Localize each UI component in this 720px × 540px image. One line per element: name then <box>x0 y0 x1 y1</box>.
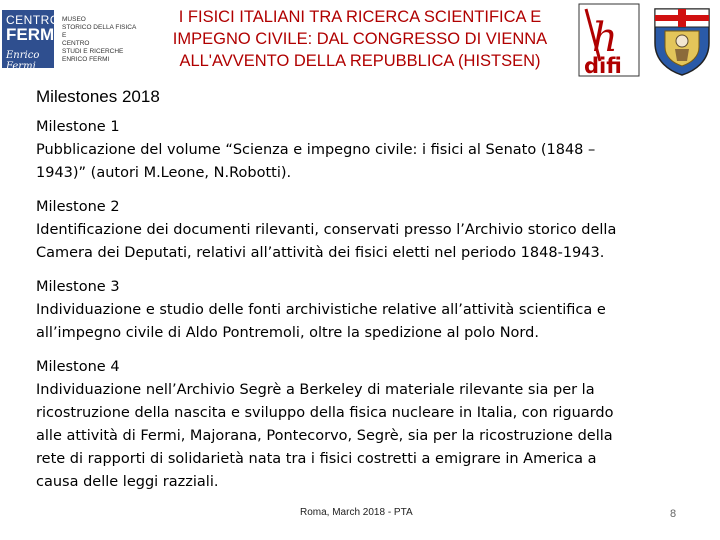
logo-line-centro: CENTRO <box>6 13 60 27</box>
difi-logo <box>578 3 640 77</box>
logo-small-line: ENRICO FERMI <box>62 56 110 63</box>
footer-text: Roma, March 2018 - PTA <box>300 507 413 518</box>
crest-logo <box>651 3 713 77</box>
title-line: IMPEGNO CIVILE: DAL CONGRESSO DI VIENNA <box>172 30 548 48</box>
milestone-text-line: rete di rapporti di solidarietà nata tra i fisici costretti a emigrare in America a <box>36 451 597 467</box>
title-line: ALL'AVVENTO DELLA REPUBBLICA (HISTSEN) <box>179 52 541 70</box>
milestone-title: Milestone 4 <box>36 359 120 375</box>
milestone-text-line: alle attività di Fermi, Majorana, Pontecorvo, Segrè, sia per la ricostruzione della <box>36 428 613 444</box>
milestone-title: Milestone 1 <box>36 119 120 135</box>
milestone-text-line: Identificazione dei documenti rilevanti, conservati presso l’Archivio storico della <box>36 222 617 238</box>
logo-small-line: STUDI E RICERCHE <box>62 48 124 55</box>
centro-fermi-logo <box>0 4 140 72</box>
milestone-4 <box>36 356 696 494</box>
milestone-title: Milestone 3 <box>36 279 120 295</box>
logo-small-line: STORICO DELLA FISICA <box>62 24 137 31</box>
milestone-text-line: Pubblicazione del volume “Scienza e impegno civile: i fisici al Senato (1848 – <box>36 142 596 158</box>
logo-small-line: MUSEO <box>62 16 86 23</box>
milestone-text-line: all’impegno civile di Aldo Pontremoli, oltre la spedizione al polo Nord. <box>36 325 539 341</box>
svg-text:difi: difi <box>584 54 622 77</box>
milestone-text-line: Camera dei Deputati, relativi all’attività dei fisici eletti nel periodo 1848-1943. <box>36 245 605 261</box>
difi-logo-icon <box>578 3 640 77</box>
shield-crest-icon <box>651 3 713 77</box>
milestone-3 <box>36 276 696 345</box>
milestone-text-line: causa delle leggi razziali. <box>36 474 219 490</box>
page-heading: Milestones 2018 <box>36 87 160 106</box>
logo-small-line: E <box>62 32 67 39</box>
milestone-text-line: 1943)” (autori M.Leone, N.Robotti). <box>36 165 292 181</box>
logo-small-line: CENTRO <box>62 40 90 47</box>
logo-signature: Enrico Fermi <box>6 50 40 72</box>
centro-fermi-logo-mark <box>2 10 60 72</box>
milestone-1 <box>36 116 696 185</box>
milestone-text-line: ricostruzione della nascita e sviluppo della fisica nucleare in Italia, con riguardo <box>36 405 614 421</box>
milestone-2 <box>36 196 696 265</box>
milestone-text-line: Individuazione nell’Archivio Segrè a Berkeley di materiale rilevante sia per la <box>36 382 595 398</box>
milestones-body <box>36 116 696 505</box>
logo-line-fermi: FERMI <box>6 25 59 44</box>
svg-text:h: h <box>592 15 618 61</box>
milestone-title: Milestone 2 <box>36 199 120 215</box>
title-line: I FISICI ITALIANI TRA RICERCA SCIENTIFICA E <box>178 8 542 26</box>
page-number: 8 <box>670 508 677 520</box>
slide-title <box>160 6 560 72</box>
milestone-text-line: Individuazione e studio delle fonti archivistiche relative all’attività scientifica e <box>36 302 606 318</box>
centro-fermi-logo-text <box>62 16 142 64</box>
